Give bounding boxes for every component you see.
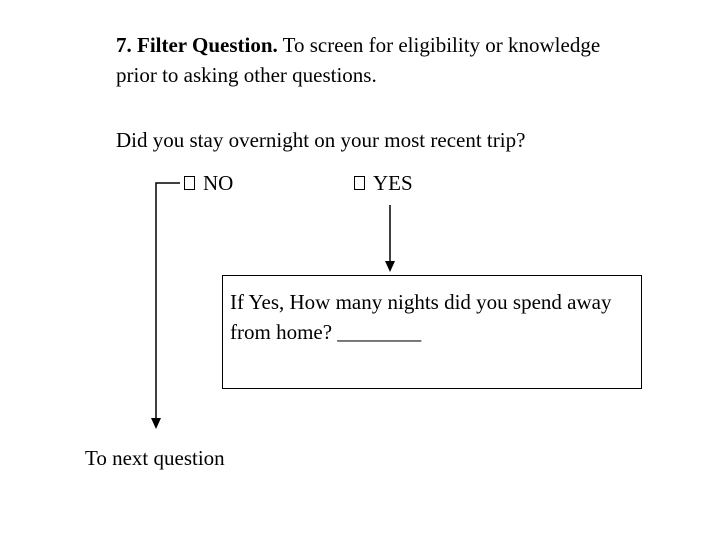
followup-question-text: If Yes, How many nights did you spend away from home? ________ — [230, 290, 612, 344]
next-question-label: To next question — [85, 446, 225, 470]
option-no-label: NO — [203, 171, 234, 195]
option-yes-label: YES — [373, 171, 413, 195]
heading-description: To screen for eligibility or knowledge prior to asking other questions. — [116, 33, 601, 87]
no-branch-arrowhead-icon — [151, 418, 161, 429]
no-branch-line — [156, 183, 180, 420]
heading-title: 7. Filter Question. — [116, 33, 278, 57]
yes-branch-arrowhead-icon — [385, 261, 395, 272]
followup-question-box — [222, 275, 642, 389]
filter-question: Did you stay overnight on your most recent trip? — [116, 128, 526, 152]
